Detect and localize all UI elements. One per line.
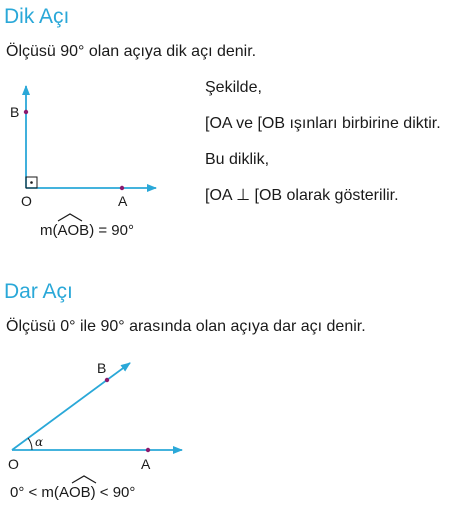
formula-angle: AOB [57, 222, 90, 239]
right-angle-formula [40, 222, 134, 239]
point-a [120, 186, 124, 190]
angle-hat-symbol [58, 214, 82, 221]
right-angle-explanation-1: Şekilde, [205, 79, 262, 96]
acute-angle-title: Dar Açı [4, 280, 73, 303]
label-o-acute: O [8, 456, 19, 472]
point-a-acute [146, 448, 150, 452]
label-a: A [118, 193, 128, 209]
angle-arc [28, 438, 32, 450]
label-a-acute: A [141, 456, 151, 472]
acute-angle-definition: Ölçüsü 0° ile 90° arasında olan açıya dar açı denir. [6, 318, 366, 335]
right-angle-explanation-4: [OA ⊥ [OB olarak gösterilir. [205, 187, 399, 204]
right-angle-title: Dik Açı [4, 5, 70, 28]
formula-prefix: m( [40, 222, 58, 239]
right-angle-explanation-3: Bu diklik, [205, 151, 270, 168]
right-angle-definition: Ölçüsü 90° olan açıya dik açı denir. [6, 43, 257, 60]
right-angle-explanation-2: [OA ve [OB ışınları birbirine diktir. [205, 115, 441, 132]
label-b: B [10, 104, 20, 120]
ray-ob-acute [12, 363, 130, 450]
acute-angle-formula [10, 484, 135, 501]
formula-suffix: ) = 90° [89, 222, 134, 239]
label-b-acute: B [97, 360, 107, 376]
point-b-acute [105, 378, 109, 382]
acute-formula-prefix: 0° < m( [10, 484, 59, 501]
right-angle-marker-dot [30, 181, 33, 184]
label-o: O [21, 193, 32, 209]
label-alpha: α [35, 435, 44, 449]
acute-formula-suffix: ) < 90° [90, 484, 136, 501]
point-b [24, 110, 28, 114]
right-angle-figure [10, 86, 156, 239]
acute-formula-angle: AOB [58, 484, 91, 501]
acute-angle-figure [8, 360, 182, 501]
angle-hat-symbol-acute [72, 476, 96, 483]
